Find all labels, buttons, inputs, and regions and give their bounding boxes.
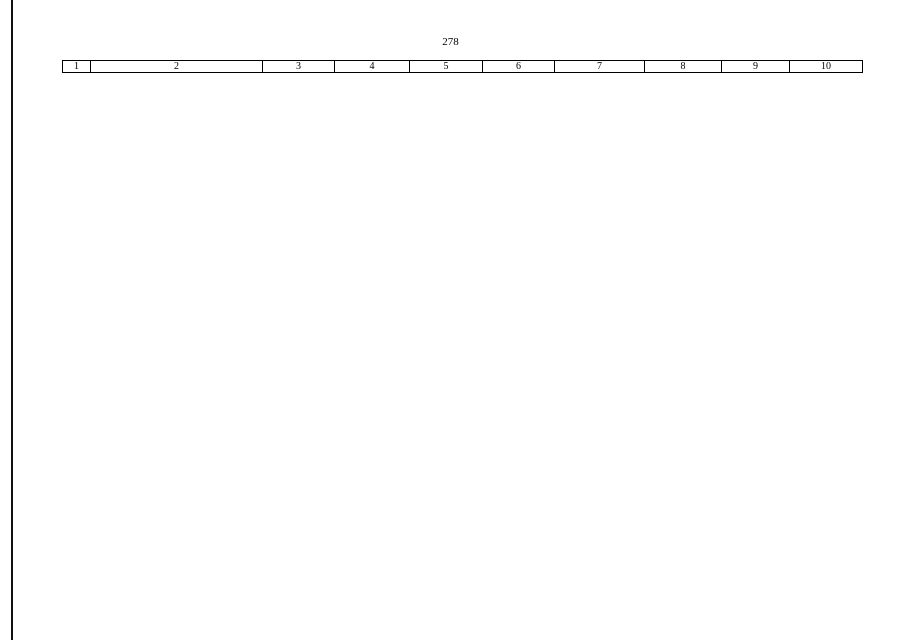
column-header-8: 8 xyxy=(645,61,722,73)
column-header-2: 2 xyxy=(91,61,263,73)
column-header-6: 6 xyxy=(483,61,555,73)
column-header-3: 3 xyxy=(263,61,335,73)
column-header-10: 10 xyxy=(790,61,863,73)
page-number: 278 xyxy=(442,36,459,48)
column-header-9: 9 xyxy=(722,61,790,73)
column-header-4: 4 xyxy=(335,61,410,73)
column-header-1: 1 xyxy=(63,61,91,73)
column-header-7: 7 xyxy=(555,61,645,73)
scan-edge-line xyxy=(11,0,13,640)
header-row xyxy=(63,61,863,73)
tariff-table xyxy=(62,60,863,73)
column-header-5: 5 xyxy=(410,61,483,73)
